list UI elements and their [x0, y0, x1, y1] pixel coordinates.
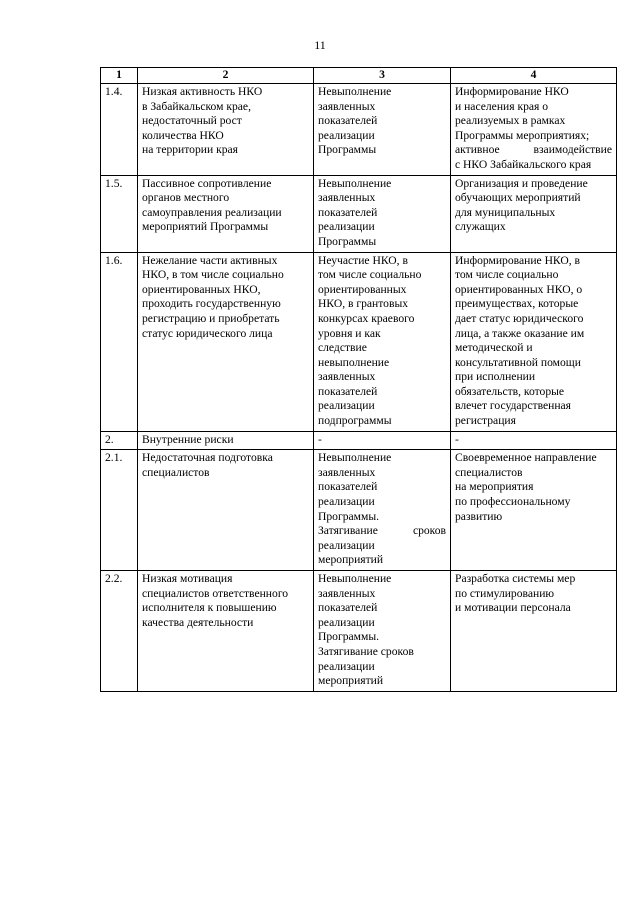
cell-line: на территории края — [142, 143, 238, 157]
cell-line: Невыполнение — [318, 85, 392, 98]
cell-line: реализации — [318, 538, 375, 552]
mitigation-measures-cell — [451, 450, 617, 571]
cell-line: по профессиональному — [455, 495, 571, 509]
cell-line: показателей — [318, 480, 378, 494]
table-row — [101, 431, 617, 450]
cell-line: Внутренние риски — [142, 432, 234, 446]
cell-line: статус юридического лица — [142, 326, 273, 340]
cell-line: методической и — [455, 341, 533, 355]
mitigation-measures-cell — [451, 252, 617, 431]
cell-line: недостаточный рост — [142, 114, 242, 128]
cell-word: активное — [455, 143, 500, 157]
column-header-4: 4 — [451, 68, 617, 84]
cell-line: том числе социально — [318, 268, 422, 282]
cell-line: Низкая активность НКО — [142, 85, 263, 98]
cell-line: ориентированных НКО, о — [455, 282, 583, 296]
mitigation-measures-cell — [451, 571, 617, 692]
cell-line: заявленных — [318, 465, 376, 479]
cell-line: Недостаточная подготовка — [142, 451, 273, 465]
cell-line: специалистов — [142, 465, 210, 479]
cell-line: развитию — [455, 509, 503, 523]
cell-line: том числе социально — [455, 268, 559, 282]
cell-line — [318, 524, 446, 539]
cell-line: влечет государственная — [455, 399, 572, 413]
cell-line: органов местного — [142, 191, 230, 205]
table-row — [101, 252, 617, 431]
cell-line: следствие — [318, 341, 367, 355]
cell-line: Программы — [318, 234, 377, 248]
cell-line: - — [455, 432, 459, 446]
cell-line: реализации — [318, 659, 375, 673]
cell-line: показателей — [318, 601, 378, 615]
cell-line: Невыполнение — [318, 572, 392, 585]
header-row — [101, 68, 617, 84]
consequence-cell — [314, 431, 451, 450]
cell-line: регистрацию и приобретать — [142, 311, 280, 325]
cell-line: ориентированных НКО, — [142, 282, 261, 296]
cell-line: дает статус юридического — [455, 311, 584, 325]
cell-line: количества НКО — [142, 128, 224, 142]
cell-line: мероприятий Программы — [142, 220, 269, 234]
row-number-cell: 2.1. — [101, 450, 138, 571]
cell-line: уровня и как — [318, 326, 381, 340]
cell-word: Затягивание — [318, 524, 378, 538]
table-row — [101, 84, 617, 176]
risk-description-cell — [138, 175, 314, 252]
page-number: 11 — [314, 38, 326, 52]
cell-line: заявленных — [318, 586, 376, 600]
cell-line: по стимулированию — [455, 586, 555, 600]
cell-line: реализации — [318, 495, 375, 509]
cell-line: НКО, в том числе социально — [142, 268, 284, 282]
risk-description-cell — [138, 571, 314, 692]
cell-line: регистрация — [455, 414, 516, 428]
cell-line: Организация и проведение — [455, 176, 588, 190]
cell-line: Информирование НКО — [455, 85, 569, 98]
cell-line: реализуемых в рамках — [455, 114, 566, 128]
cell-line: для муниципальных — [455, 205, 556, 219]
cell-line: исполнителя к повышению — [142, 601, 277, 615]
risk-description-cell — [138, 431, 314, 450]
cell-line: показателей — [318, 384, 378, 398]
cell-line: - — [318, 432, 322, 446]
risk-description-cell — [138, 84, 314, 176]
column-header-1: 1 — [101, 68, 138, 84]
cell-line: НКО, в грантовых — [318, 297, 409, 311]
cell-line: специалистов ответственного — [142, 586, 289, 600]
cell-line: реализации — [318, 128, 375, 142]
consequence-cell — [314, 252, 451, 431]
cell-line: Неучастие НКО, в — [318, 253, 408, 267]
table-row — [101, 571, 617, 692]
cell-line: Пассивное сопротивление — [142, 176, 272, 190]
cell-line: Информирование НКО, в — [455, 253, 581, 267]
column-header-2: 2 — [138, 68, 314, 84]
cell-line — [455, 143, 612, 158]
mitigation-measures-cell — [451, 84, 617, 176]
cell-line: преимуществах, которые — [455, 297, 579, 311]
cell-line: на мероприятия — [455, 480, 534, 494]
row-number-cell: 2.2. — [101, 571, 138, 692]
cell-line: Своевременное направление — [455, 451, 597, 465]
cell-line: в Забайкальском крае, — [142, 99, 251, 113]
cell-line: показателей — [318, 205, 378, 219]
cell-line: Низкая мотивация — [142, 572, 233, 585]
cell-word: взаимодействие — [533, 143, 612, 157]
cell-line: обязательств, которые — [455, 384, 565, 398]
mitigation-measures-cell — [451, 431, 617, 450]
risk-table — [100, 67, 617, 692]
cell-line: заявленных — [318, 99, 376, 113]
cell-line: самоуправления реализации — [142, 205, 282, 219]
cell-line: Затягивание сроков — [318, 644, 414, 658]
consequence-cell — [314, 84, 451, 176]
cell-line: проходить государственную — [142, 297, 281, 311]
risk-description-cell — [138, 450, 314, 571]
cell-line: Нежелание части активных — [142, 253, 278, 267]
cell-line: заявленных — [318, 370, 376, 384]
cell-line: Программы. — [318, 509, 380, 523]
cell-line: Программы мероприятиях; — [455, 128, 590, 142]
cell-line: Программы — [318, 143, 377, 157]
table-row — [101, 450, 617, 571]
column-header-3: 3 — [314, 68, 451, 84]
cell-line: при исполнении — [455, 370, 536, 384]
cell-line: реализации — [318, 220, 375, 234]
cell-line: лица, а также оказание им — [455, 326, 585, 340]
row-number-cell: 2. — [101, 431, 138, 450]
table-body — [101, 84, 617, 692]
consequence-cell — [314, 175, 451, 252]
cell-line: мероприятий — [318, 553, 384, 567]
cell-line: Невыполнение — [318, 176, 392, 190]
cell-line: с НКО Забайкальского края — [455, 157, 592, 171]
cell-line: реализации — [318, 399, 375, 413]
consequence-cell — [314, 571, 451, 692]
cell-line: мероприятий — [318, 674, 384, 688]
row-number-cell: 1.4. — [101, 84, 138, 176]
cell-line: обучающих мероприятий — [455, 191, 581, 205]
cell-word: сроков — [412, 524, 446, 538]
cell-line: специалистов — [455, 465, 523, 479]
row-number-cell: 1.5. — [101, 175, 138, 252]
cell-line: служащих — [455, 220, 506, 234]
risk-description-cell — [138, 252, 314, 431]
cell-line: Разработка системы мер — [455, 572, 576, 585]
cell-line: Программы. — [318, 630, 380, 644]
cell-line: невыполнение — [318, 355, 390, 369]
cell-line: Невыполнение — [318, 451, 392, 465]
table-row — [101, 175, 617, 252]
cell-line: показателей — [318, 114, 378, 128]
mitigation-measures-cell — [451, 175, 617, 252]
cell-line: ориентированных — [318, 282, 407, 296]
cell-line: подпрограммы — [318, 414, 392, 428]
row-number-cell: 1.6. — [101, 252, 138, 431]
consequence-cell — [314, 450, 451, 571]
cell-line: и населения края о — [455, 99, 549, 113]
cell-line: консультативной помощи — [455, 355, 581, 369]
cell-line: реализации — [318, 615, 375, 629]
cell-line: качества деятельности — [142, 615, 254, 629]
cell-line: и мотивации персонала — [455, 601, 571, 615]
cell-line: конкурсах краевого — [318, 311, 415, 325]
cell-line: заявленных — [318, 191, 376, 205]
